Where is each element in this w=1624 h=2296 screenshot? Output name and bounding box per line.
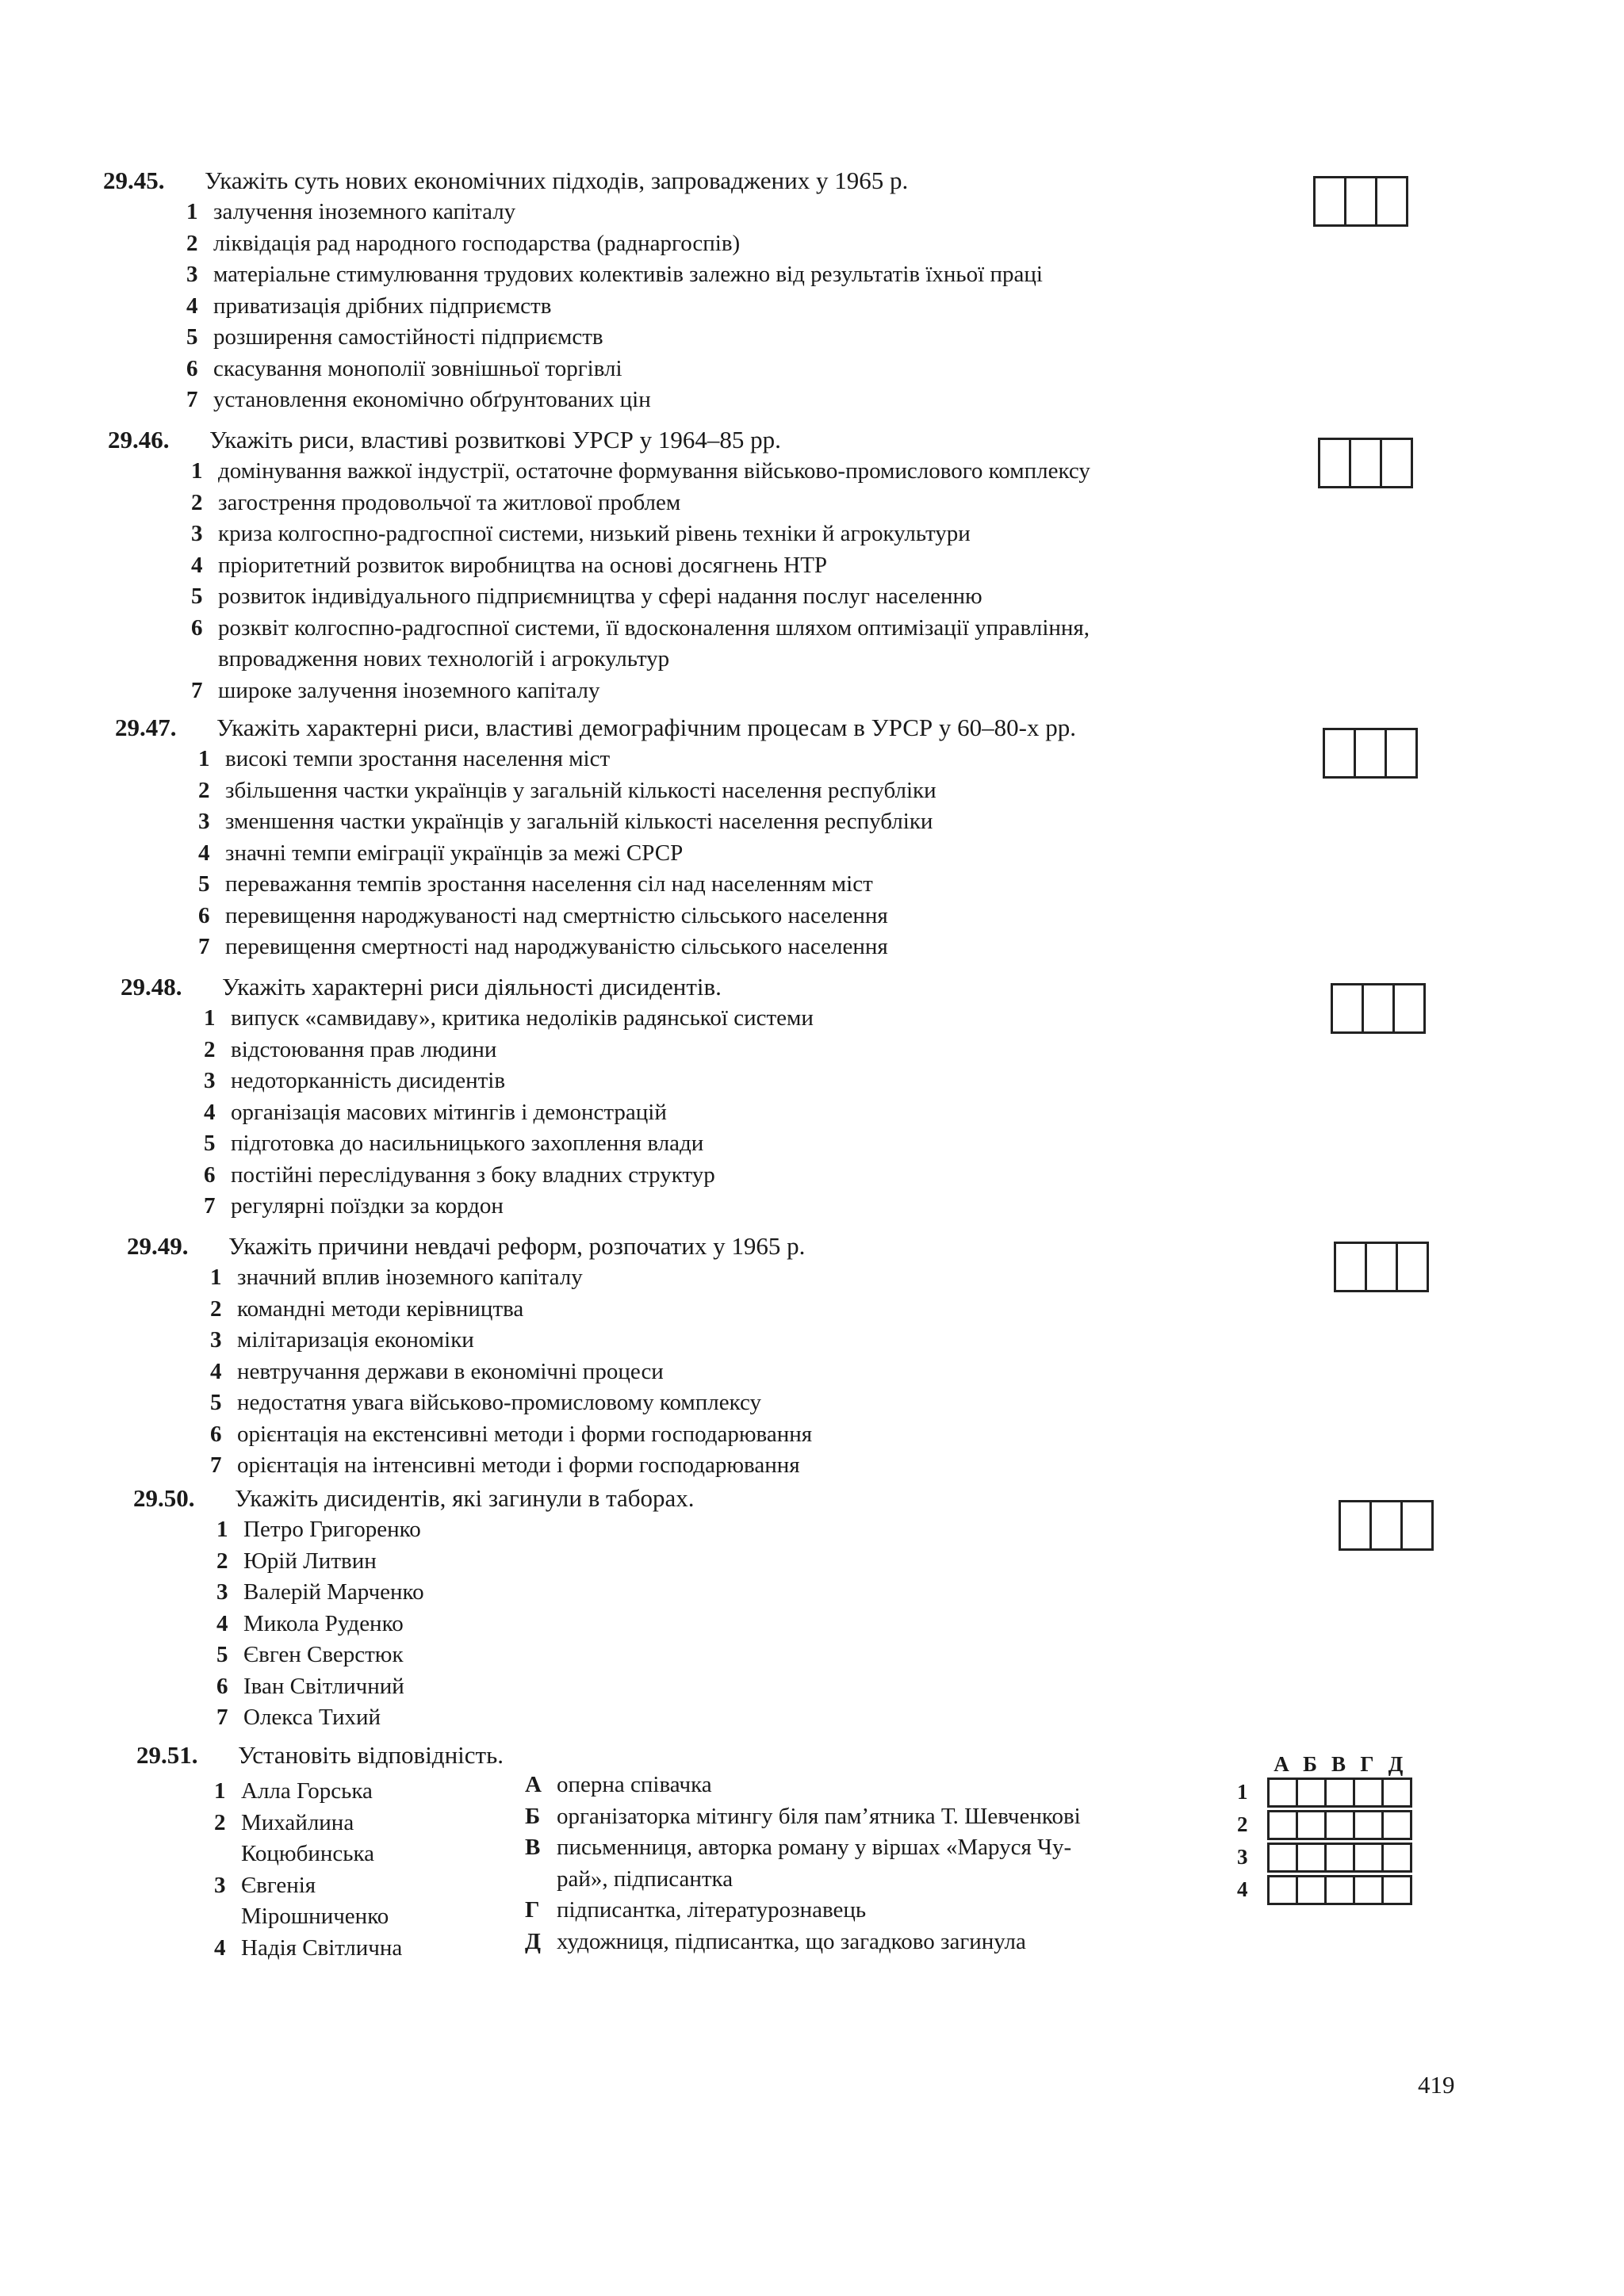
option-item	[191, 581, 1090, 613]
option-item	[186, 322, 1043, 354]
option-number: 4	[204, 1099, 216, 1125]
option-number: 4	[210, 1358, 222, 1384]
option-item	[204, 1003, 814, 1035]
option-number: 4	[191, 552, 203, 578]
option-list	[186, 197, 1043, 416]
answer-option	[525, 1895, 1081, 1927]
option-item	[198, 744, 1076, 775]
option-number: 6	[210, 1421, 222, 1447]
answer-box[interactable]	[1351, 440, 1382, 486]
option-text: Петро Григоренко	[243, 1517, 421, 1542]
option-number: 7	[198, 934, 210, 959]
answer-box[interactable]	[1395, 985, 1423, 1031]
option-item	[210, 1294, 812, 1326]
option-item	[186, 259, 1043, 291]
answer-option	[525, 1927, 1081, 1958]
option-number: 2	[191, 489, 203, 515]
option-number: 1	[198, 746, 210, 771]
option-item	[216, 1671, 695, 1703]
answer-boxes[interactable]	[1331, 983, 1426, 1034]
option-text: пріоритетний розвиток виробництва на основі досягнень НТР	[218, 552, 828, 578]
option-text: широке залучення іноземного капіталу	[218, 677, 600, 703]
option-text: Михайлина	[241, 1809, 354, 1835]
option-text: організація масових мітингів і демонстрацій	[231, 1099, 667, 1125]
option-number: 2	[214, 1809, 226, 1835]
option-text: постійні переслідування з боку владних структур	[231, 1161, 715, 1188]
option-continuation: Коцюбинська	[241, 1841, 374, 1866]
grid-cell[interactable]	[1355, 1812, 1384, 1838]
grid-row	[1237, 1841, 1412, 1873]
option-text: художниця, підписантка, що загадково загинула	[557, 1928, 1026, 1954]
option-number: 6	[191, 614, 203, 641]
answer-option	[525, 1770, 1081, 1801]
option-text: орієнтація на інтенсивні методи і форми господарювання	[237, 1452, 800, 1478]
option-text: Олекса Тихий	[243, 1705, 381, 1730]
option-text: недоторканність дисидентів	[231, 1068, 506, 1093]
option-item	[216, 1546, 695, 1578]
answer-option	[525, 1801, 1081, 1833]
option-number: 3	[216, 1579, 228, 1605]
grid-cell[interactable]	[1327, 1780, 1355, 1805]
grid-cell[interactable]	[1384, 1780, 1410, 1805]
option-text: Микола Руденко	[243, 1610, 404, 1636]
matching-right-column	[525, 1770, 1081, 1957]
matching-answer-grid	[1237, 1752, 1412, 1906]
option-list	[216, 1514, 695, 1734]
question-number: 29.46.	[108, 426, 170, 453]
option-text: домінування важкої індустрії, остаточне формування військово-промислового комплексу	[218, 458, 1090, 484]
grid-cell[interactable]	[1384, 1812, 1410, 1838]
option-number: 7	[210, 1452, 222, 1478]
option-text: орієнтація на екстенсивні методи і форми господарювання	[237, 1421, 813, 1447]
option-number: 6	[216, 1673, 228, 1699]
option-text: матеріальне стимулювання трудових колективів залежно від результатів їхньої праці	[213, 262, 1043, 287]
option-number: 2	[210, 1295, 222, 1322]
question-text: Укажіть дисидентів, які загинули в таборах.	[235, 1484, 695, 1512]
option-item	[186, 228, 1043, 260]
grid-cell[interactable]	[1384, 1877, 1410, 1903]
option-item	[214, 1933, 402, 1965]
answer-box[interactable]	[1382, 440, 1411, 486]
option-number: 2	[216, 1548, 228, 1574]
option-item	[204, 1097, 814, 1129]
grid-row-label: 1	[1237, 1780, 1248, 1804]
answer-box[interactable]	[1403, 1502, 1431, 1548]
option-text: розквіт колгоспно-радгоспної системи, її вдосконалення шляхом оптимізації управління,	[218, 614, 1090, 641]
option-text: Юрій Литвин	[243, 1548, 377, 1574]
option-number: 3	[204, 1068, 216, 1093]
option-letter: А	[525, 1772, 542, 1797]
option-text: переважання темпів зростання населення сіл над населенням міст	[225, 871, 873, 897]
grid-cell[interactable]	[1270, 1877, 1298, 1903]
option-item	[210, 1357, 812, 1388]
option-letter: Г	[525, 1897, 540, 1923]
option-text: Валерій Марченко	[243, 1579, 424, 1605]
option-number: 3	[186, 262, 198, 287]
question-29-47	[115, 712, 1076, 963]
option-text: загострення продовольчої та житлової проблем	[218, 489, 681, 515]
question-29-45	[103, 165, 1043, 416]
question-number: 29.51.	[136, 1741, 198, 1769]
question-number: 29.45.	[103, 166, 165, 194]
answer-option	[525, 1832, 1081, 1864]
grid-cell[interactable]	[1270, 1780, 1298, 1805]
option-text: підготовка до насильницького захоплення влади	[231, 1131, 704, 1156]
option-continuation: рай», підписантка	[557, 1866, 733, 1892]
option-number: 5	[191, 584, 203, 609]
grid-cell[interactable]	[1355, 1877, 1384, 1903]
question-text: Укажіть риси, властиві розвиткові УРСР у 1964–85 рр.	[209, 426, 781, 453]
option-text: організаторка мітингу біля пам’ятника Т. Шевченкові	[557, 1803, 1081, 1829]
grid-cell[interactable]	[1298, 1877, 1327, 1903]
grid-row	[1237, 1776, 1412, 1808]
answer-boxes[interactable]	[1318, 438, 1413, 488]
option-number: 1	[186, 199, 198, 224]
answer-box[interactable]	[1387, 730, 1415, 776]
answer-box[interactable]	[1336, 1244, 1367, 1290]
option-number: 7	[204, 1193, 216, 1219]
option-item	[216, 1702, 695, 1734]
option-text: оперна співачка	[557, 1772, 712, 1797]
answer-box[interactable]	[1367, 1244, 1398, 1290]
option-item	[214, 1776, 402, 1808]
answer-box[interactable]	[1333, 985, 1364, 1031]
option-text: збільшення частки українців у загальній кількості населення республіки	[225, 777, 936, 803]
grid-row	[1237, 1873, 1412, 1906]
option-item	[210, 1325, 812, 1357]
option-text: залучення іноземного капіталу	[213, 199, 516, 224]
question-text: Укажіть характерні риси, властиві демографічним процесам в УРСР у 60–80-х рр.	[216, 714, 1076, 741]
option-text: невтручання держави в економічні процеси	[237, 1358, 664, 1384]
answer-box[interactable]	[1372, 1502, 1403, 1548]
answer-box[interactable]	[1320, 440, 1351, 486]
answer-boxes[interactable]	[1313, 176, 1408, 227]
option-text: перевищення народжуваності над смертністю сільського населення	[225, 902, 888, 928]
option-number: 2	[186, 230, 198, 256]
option-item	[191, 675, 1090, 707]
option-text: регулярні поїздки за кордон	[231, 1193, 504, 1219]
option-text: недостатня увага військово-промисловому комплексу	[237, 1390, 761, 1415]
option-text: значний вплив іноземного капіталу	[237, 1265, 583, 1290]
option-text: Іван Світличний	[243, 1673, 404, 1699]
option-letter: Д	[525, 1928, 541, 1954]
option-item	[216, 1514, 695, 1546]
option-item	[198, 932, 1076, 963]
option-list	[204, 1003, 814, 1223]
option-number: 6	[204, 1161, 216, 1188]
option-number: 2	[198, 777, 210, 803]
option-number: 2	[204, 1036, 216, 1062]
grid-column-label: А	[1274, 1752, 1289, 1776]
option-continuation: Мірошниченко	[241, 1904, 389, 1929]
option-item	[186, 291, 1043, 323]
option-text: ліквідація рад народного господарства (раднаргоспів)	[213, 230, 741, 256]
option-number: 5	[198, 871, 210, 897]
option-text: мілітаризація економіки	[237, 1327, 474, 1353]
option-number: 3	[214, 1872, 226, 1898]
option-item	[186, 197, 1043, 228]
question-29-49	[127, 1230, 812, 1482]
option-text: зменшення частки українців у загальній кількості населення республіки	[225, 809, 933, 834]
question-number: 29.47.	[115, 714, 177, 741]
page-number: 419	[1418, 2071, 1455, 2099]
option-text: Алла Горська	[241, 1778, 373, 1804]
answer-box[interactable]	[1364, 985, 1395, 1031]
option-number: 1	[216, 1517, 228, 1542]
option-item	[191, 488, 1090, 519]
grid-cell[interactable]	[1384, 1845, 1410, 1870]
option-number: 1	[210, 1265, 222, 1290]
grid-row	[1237, 1808, 1412, 1841]
option-item	[214, 1808, 402, 1839]
grid-column-label: В	[1331, 1752, 1346, 1776]
option-item	[204, 1160, 814, 1192]
answer-boxes[interactable]	[1339, 1500, 1434, 1551]
option-letter: В	[525, 1835, 541, 1860]
option-item	[198, 838, 1076, 870]
question-29-51	[136, 1739, 504, 1771]
grid-row-label: 2	[1237, 1812, 1248, 1836]
option-list	[210, 1262, 812, 1482]
option-text: приватизація дрібних підприємств	[213, 293, 552, 319]
grid-cell[interactable]	[1298, 1845, 1327, 1870]
option-number: 6	[186, 355, 198, 381]
option-item	[191, 519, 1090, 550]
question-number: 29.48.	[121, 973, 182, 1001]
option-number: 3	[210, 1327, 222, 1353]
option-item	[186, 354, 1043, 385]
option-item	[198, 901, 1076, 932]
option-text: письменниця, авторка роману у віршах «Маруся Чу-	[557, 1835, 1072, 1860]
option-item	[210, 1419, 812, 1451]
option-number: 1	[191, 458, 203, 484]
answer-box[interactable]	[1398, 1244, 1427, 1290]
option-text: розширення самостійності підприємств	[213, 324, 603, 350]
option-number: 1	[214, 1778, 226, 1804]
grid-cell[interactable]	[1327, 1812, 1355, 1838]
option-list	[191, 456, 1090, 706]
option-number: 7	[191, 677, 203, 703]
option-text: установлення економічно обґрунтованих цін	[213, 387, 651, 412]
option-item	[214, 1870, 402, 1902]
grid-cell[interactable]	[1355, 1845, 1384, 1870]
option-text: значні темпи еміграції українців за межі СРСР	[225, 840, 684, 866]
option-item	[191, 550, 1090, 582]
grid-cell[interactable]	[1327, 1845, 1355, 1870]
option-text: командні методи керівництва	[237, 1295, 524, 1322]
grid-cell[interactable]	[1298, 1780, 1327, 1805]
option-item	[204, 1191, 814, 1223]
grid-cell[interactable]	[1270, 1845, 1298, 1870]
option-item	[204, 1066, 814, 1097]
answer-box[interactable]	[1341, 1502, 1372, 1548]
grid-header	[1267, 1752, 1412, 1776]
question-number: 29.50.	[133, 1484, 195, 1512]
option-text: випуск «самвидаву», критика недоліків радянської системи	[231, 1005, 814, 1031]
option-number: 7	[186, 387, 198, 412]
grid-row-label: 4	[1237, 1877, 1248, 1901]
option-item	[210, 1387, 812, 1419]
answer-box[interactable]	[1346, 178, 1377, 224]
answer-boxes[interactable]	[1334, 1242, 1429, 1292]
option-item	[204, 1128, 814, 1160]
question-text: Укажіть характерні риси діяльності дисидентів.	[222, 973, 722, 1001]
option-number: 5	[186, 324, 198, 350]
option-item	[191, 456, 1090, 488]
option-text: підписантка, літературознавець	[557, 1897, 867, 1923]
option-letter: Б	[525, 1803, 541, 1829]
option-number: 4	[216, 1610, 228, 1636]
option-text: високі темпи зростання населення міст	[225, 746, 611, 771]
grid-cell[interactable]	[1298, 1812, 1327, 1838]
option-number: 4	[198, 840, 210, 866]
grid-column-label: Д	[1388, 1752, 1404, 1776]
option-number: 6	[198, 902, 210, 928]
option-list	[198, 744, 1076, 963]
grid-row-label: 3	[1237, 1845, 1248, 1869]
option-item	[210, 1450, 812, 1482]
grid-cell[interactable]	[1270, 1812, 1298, 1838]
option-number: 5	[210, 1390, 222, 1415]
answer-box[interactable]	[1356, 730, 1387, 776]
grid-cell[interactable]	[1327, 1877, 1355, 1903]
option-text: Євгенія	[241, 1872, 316, 1898]
option-item	[216, 1640, 695, 1671]
option-text: Надія Світлична	[241, 1934, 403, 1961]
option-item	[204, 1035, 814, 1066]
question-29-50	[133, 1483, 695, 1734]
option-text: Євген Сверстюк	[243, 1642, 404, 1667]
option-item	[198, 806, 1076, 838]
option-number: 3	[191, 521, 203, 546]
question-29-46	[108, 424, 1090, 706]
option-text: розвиток індивідуального підприємництва у сфері надання послуг населенню	[218, 584, 982, 609]
option-continuation: впровадження нових технологій і агрокультур	[218, 646, 670, 672]
option-text: перевищення смертності над народжуваністю сільського населення	[225, 934, 888, 959]
question-text: Укажіть суть нових економічних підходів, запроваджених у 1965 р.	[205, 166, 909, 194]
option-item	[216, 1609, 695, 1640]
option-number: 5	[204, 1131, 216, 1156]
option-item	[210, 1262, 812, 1294]
option-number: 4	[186, 293, 198, 319]
answer-box[interactable]	[1325, 730, 1356, 776]
option-number: 3	[198, 809, 210, 834]
grid-cell[interactable]	[1355, 1780, 1384, 1805]
option-text: відстоювання прав людини	[231, 1036, 497, 1062]
matching-left-column	[214, 1776, 402, 1964]
option-item	[198, 775, 1076, 807]
option-item	[186, 385, 1043, 416]
option-number: 7	[216, 1705, 228, 1730]
option-number: 4	[214, 1934, 226, 1961]
grid-column-label: Б	[1303, 1752, 1317, 1776]
answer-boxes[interactable]	[1323, 728, 1418, 779]
option-item	[191, 613, 1090, 645]
option-number: 5	[216, 1642, 228, 1667]
answer-box[interactable]	[1316, 178, 1346, 224]
answer-box[interactable]	[1377, 178, 1406, 224]
option-item	[216, 1577, 695, 1609]
question-text: Укажіть причини невдачі реформ, розпочатих у 1965 р.	[228, 1232, 806, 1260]
option-text: криза колгоспно-радгоспної системи, низький рівень техніки й агрокультури	[218, 521, 971, 546]
option-text: скасування монополії зовнішньої торгівлі	[213, 355, 622, 381]
option-number: 1	[204, 1005, 216, 1031]
grid-column-label: Г	[1360, 1752, 1374, 1776]
question-number: 29.49.	[127, 1232, 189, 1260]
option-item	[198, 869, 1076, 901]
question-text: Установіть відповідність.	[238, 1741, 504, 1769]
question-29-48	[121, 971, 814, 1223]
